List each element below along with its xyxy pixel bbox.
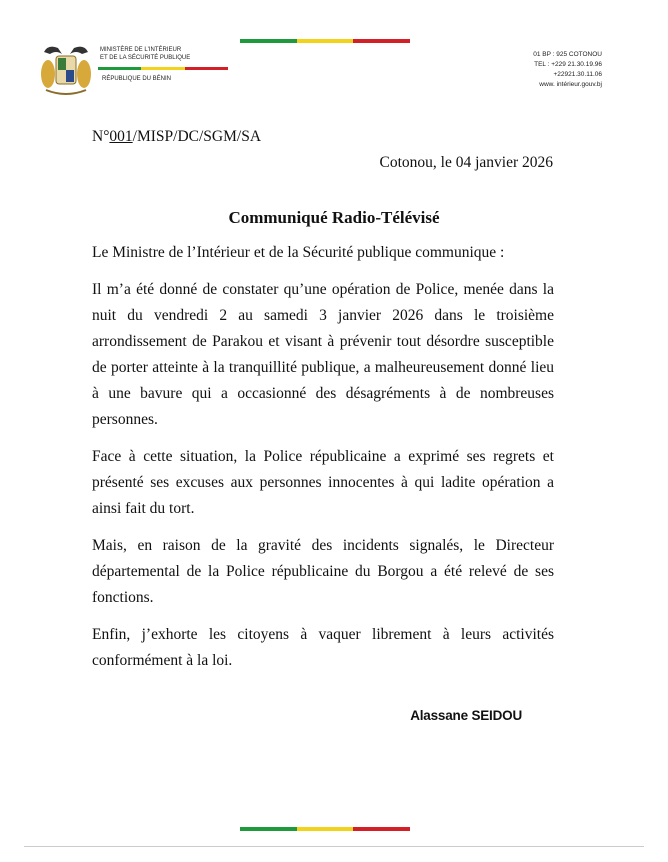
republic-name: RÉPUBLIQUE DU BÉNIN [102, 76, 172, 82]
ministry-name [100, 46, 190, 62]
coat-of-arms-icon [38, 42, 94, 98]
paragraph-3: Mais, en raison de la gravité des incidents signalés, le Directeur départemental de la Police républicaine du Borgou a été relevé de ses fonctions. [92, 537, 554, 606]
postal-address: 01 BP : 925 COTONOU [533, 51, 602, 58]
phone-2: +22921.30.11.06 [553, 71, 602, 78]
date-line: Cotonou, le 04 janvier 2026 [379, 154, 553, 171]
bottom-flag-bar [240, 827, 410, 831]
reference-number [92, 128, 261, 146]
top-flag-bar [240, 39, 410, 43]
phone-1: TEL : +229 21.30.19.96 [534, 61, 602, 68]
header-flag-bar [98, 67, 228, 70]
ref-number: 001 [109, 128, 133, 145]
intro-line: Le Ministre de l’Intérieur et de la Sécurité publique communique : [92, 244, 505, 261]
contact-block [533, 50, 602, 90]
paragraph-4: Enfin, j’exhorte les citoyens à vaquer librement à leurs activités conformément à la loi. [92, 626, 554, 669]
website-link[interactable]: www. intérieur.gouv.bj [539, 81, 602, 88]
ministry-line-2: ET DE LA SÉCURITÉ PUBLIQUE [100, 55, 191, 61]
signature-name: Alassane SEIDOU [410, 708, 522, 723]
ref-prefix: N° [92, 128, 110, 145]
ref-suffix: /MISP/DC/SGM/SA [132, 128, 262, 145]
ministry-line-1: MINISTÈRE DE L'INTÉRIEUR [100, 47, 182, 53]
document-body [92, 240, 554, 685]
page-edge-divider [24, 846, 644, 847]
paragraph-1: Il m’a été donné de constater qu’une opération de Police, menée dans la nuit du vendredi 2 au samedi 3 janvier 2026 dans le troisième arrondissement de Parakou et visant à prévenir tout désordre susceptible de porter atteinte à la tranquillité publique, a malheureusement donné lieu à une bavure qui a occasionné des désagréments à de nombreuses personnes. [92, 281, 554, 428]
document-title: Communiqué Radio-Télévisé [228, 208, 440, 227]
paragraph-2: Face à cette situation, la Police républicaine a exprimé ses regrets et présenté ses excuses aux personnes innocentes à qui ladite opération a ainsi fait du tort. [92, 448, 554, 517]
